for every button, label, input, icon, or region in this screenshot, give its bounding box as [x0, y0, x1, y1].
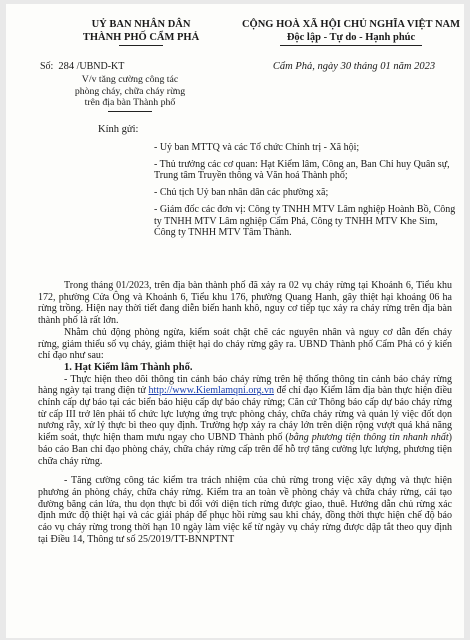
document-page	[6, 4, 464, 638]
kiemlam-website-link[interactable]: http://www.Kiemlamqni.org.vn	[148, 385, 274, 397]
national-motto: Độc lập - Tự do - Hạnh phúc	[286, 32, 416, 43]
section-heading: 1. Hạt Kiểm lâm Thành phố.	[64, 361, 193, 373]
document-subject	[32, 74, 228, 112]
national-title: CỘNG HOÀ XÃ HỘI CHỦ NGHĨA VIỆT NAM	[241, 19, 461, 30]
doc-number-prefix: Số:	[40, 61, 54, 72]
body-paragraph: Nhằm chủ động phòng ngừa, kiểm soát chặt chẽ các nguyên nhân và nguy cơ dẫn đến cháy rừng, giảm thiểu số vụ cháy, giảm thiệt hại do cháy rừng gây ra. UBND Thành phố Cẩm Phả có ý kiến chỉ đạo như sau:	[38, 326, 452, 362]
greeting: Kính gửi:	[98, 124, 139, 135]
paragraph-italic-text: bằng phương tiện thông tin nhanh nhất	[288, 432, 449, 444]
subject-line: V/v tăng cường công tác	[81, 74, 179, 85]
subject-line: trên địa bàn Thành phố	[84, 97, 176, 109]
body-paragraph	[38, 374, 452, 468]
issuer-underline	[119, 45, 163, 46]
motto-underline	[280, 45, 422, 46]
document-body	[38, 280, 452, 545]
document-date: Cẩm Phả, ngày 30 tháng 01 năm 2023	[272, 61, 436, 72]
national-header	[238, 18, 464, 46]
recipient-item: - Chủ tịch Uỷ ban nhân dân các phường xã;	[154, 187, 329, 199]
recipient-item: - Giám đốc các đơn vị: Công ty TNHH MTV Lâm nghiệp Hoành Bồ, Công ty TNHH MTV Lâm nghiệp Cẩm Phả, Công ty TNHH MTV Khe Sim, Công ty TNHH MTV Tâm Thành.	[154, 203, 456, 239]
subject-underline	[108, 111, 152, 112]
document-number	[40, 61, 124, 72]
recipient-item: - Uỷ ban MTTQ và các Tổ chức Chính trị - Xã hội;	[154, 142, 360, 153]
paragraph-text: - Thực hiện theo dõi thông tin cảnh báo cháy rừng trên hệ thống thông tin cảnh báo cháy rừng hàng ngày tại trang điện tử	[38, 373, 452, 397]
paragraph-text: để chỉ đạo Kiểm lâm địa bàn thực hiện điều chỉnh cấp dự báo tại các biển báo hiệu cấp dự báo cháy rừng; Căn cứ Thông báo cấp dự báo cháy rừng từ cấp III trở lên phải tổ chức lực lượng ứng trực phòng cháy, chữa cháy rừng và quản lý việc đốt dọn nương rẫy, xử lý thực bì theo quy định. Trường hợp xảy ra cháy lớn trên diện rộng vượt quá khả năng kiểm soát, thực hiện tham mưu ngay cho UBND Thành phố (	[38, 385, 453, 444]
recipient-item: - Thủ trưởng các cơ quan: Hạt Kiểm lâm, Công an, Ban Chỉ huy Quân sự, Trung tâm Truyền thông và Văn hoá Thành phố;	[154, 158, 450, 182]
paragraph-text: ) báo cáo Ban chỉ đạo phòng cháy, chữa cháy rừng cấp trên để hỗ trợ tăng cường lực lượng, phương tiện chữa cháy rừng.	[38, 432, 452, 467]
body-paragraph: Trong tháng 01/2023, trên địa bàn thành phố đã xảy ra 02 vụ cháy rừng tại Khoảnh 6, Tiểu khu 172, phường Cửa Ông và Khoảnh 6, Tiểu khu 176, phường Quang Hanh, gây thiệt hại khoảng 06 ha rừng trồng. Hiện nay thời tiết đang diễn biến hanh khô, nguy cơ tiếp tục xảy ra cháy rừng trên địa bàn thành phố là rất lớn.	[38, 280, 452, 327]
subject-line: phòng cháy, chữa cháy rừng	[74, 85, 186, 97]
doc-number-value: 284	[58, 61, 75, 72]
issuer-header	[66, 18, 216, 46]
body-paragraph: - Tăng cường công tác kiểm tra trách nhiệm của chủ rừng trong việc xây dựng và thực hiện phương án phòng cháy, chữa cháy rừng. Kiểm tra an toàn về phòng cháy và chữa cháy rừng, cải tạo đường băng cản lửa, thu dọn thực bì đối với diện tích rừng được giao, thuê. Hướng dẫn chủ rừng xác định mức độ thiệt hại và các giải pháp để phục hồi rừng sau khi cháy, đồng thời thực hiện chế độ báo cáo vụ cháy rừng trong thời hạn 10 ngày làm việc kể từ ngày vụ cháy rừng được dập tắt theo quy định tại Điều 14, Thông tư số 25/2019/TT-BNNPTNT	[38, 475, 452, 545]
issuer-line2: THÀNH PHỐ CẨM PHẢ	[82, 32, 200, 43]
doc-number-suffix: /UBND-KT	[76, 61, 125, 72]
recipient-list	[154, 142, 459, 244]
issuer-line1: UỶ BAN NHÂN DÂN	[91, 19, 191, 30]
